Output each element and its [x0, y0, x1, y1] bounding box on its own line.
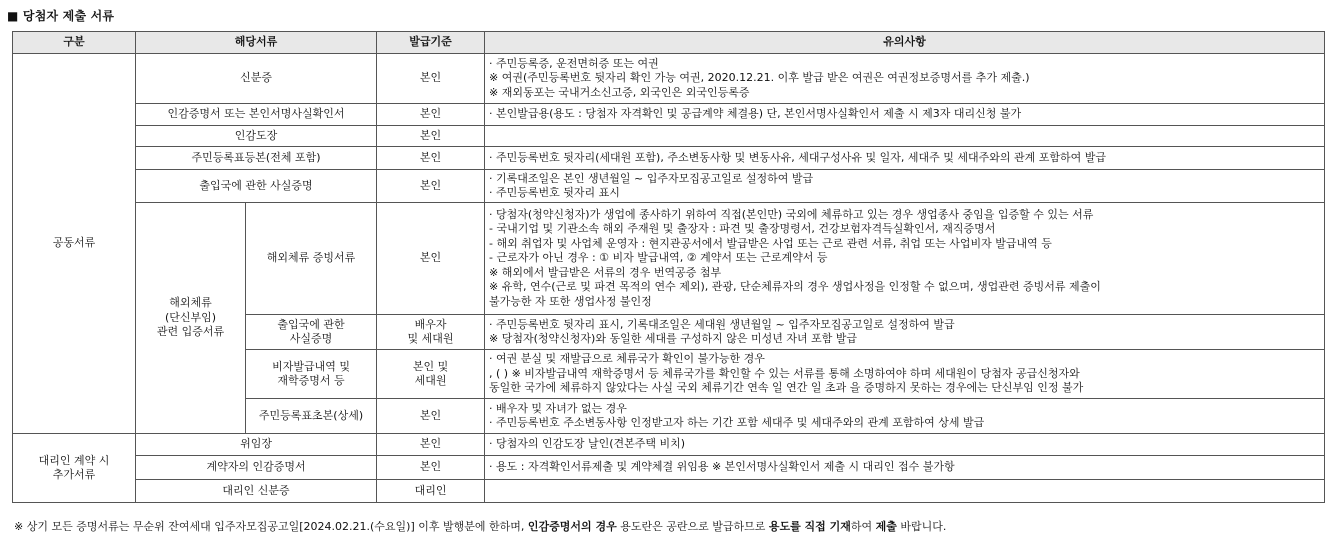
notes-cell	[485, 203, 1325, 315]
issue-cell: 본인	[377, 170, 485, 203]
issue-cell: 본인	[377, 399, 485, 434]
issue-cell: 본인	[377, 104, 485, 126]
table-row	[13, 104, 1325, 126]
notes-cell	[485, 54, 1325, 104]
issue-cell: 본인	[377, 203, 485, 315]
table-row	[13, 203, 1325, 315]
notes-cell	[485, 399, 1325, 434]
doc-cell: 해외체류 증빙서류	[246, 203, 377, 315]
note-line: · 기록대조일은 본인 생년월일 ~ 입주자모집공고일로 설정하여 발급	[489, 171, 814, 185]
issue-cell: 대리인	[377, 480, 485, 503]
note-line: · 여권 분실 및 재발급으로 체류국가 확인이 불가능한 경우	[489, 352, 765, 366]
doc-cell: 신분증	[136, 54, 377, 104]
table-row	[13, 126, 1325, 147]
note-line: · 당첨자(청약신청자)가 생업에 종사하기 위하여 직접(본인만) 국외에 체류하고 있는 경우 생업종사 중임을 입증할 수 있는 서류	[489, 207, 1094, 221]
issue-cell: 배우자 및 세대원	[377, 315, 485, 350]
footer-emphasis: 인감증명서의 경우	[527, 520, 617, 533]
note-line: ※ 당첨자(청약신청자)와 동일한 세대를 구성하지 않은 미성년 자녀 포함 발급	[489, 332, 858, 345]
doc-cell: 인감증명서 또는 본인서명사실확인서	[136, 104, 377, 126]
table-header-row	[13, 32, 1325, 54]
note-line: , ( ) ※ 비자발급내역 재학증명서 등 체류국가를 확인할 수 있는 서류를 통해 소명하여야 하며 세대원이 당첨자 공급신청자와	[489, 366, 1080, 380]
note-line: · 주민등록번호 뒷자리 표시	[489, 186, 620, 199]
note-line: · 배우자 및 자녀가 없는 경우	[489, 401, 627, 415]
note-line: · 당첨자의 인감도장 날인(견본주택 비치)	[489, 437, 686, 451]
group-common: 공동서류	[13, 54, 136, 434]
table-row	[13, 54, 1325, 104]
notes-cell	[485, 170, 1325, 203]
issue-cell: 본인	[377, 456, 485, 480]
table-row	[13, 456, 1325, 480]
note-line: ※ 재외동포는 국내거소신고증, 외국인은 외국인등록증	[489, 85, 750, 99]
footer-note	[14, 518, 946, 534]
doc-cell: 출입국에 관한 사실증명	[246, 315, 377, 350]
footer-emphasis: 제출	[875, 520, 897, 533]
notes-cell	[485, 315, 1325, 350]
issue-cell: 본인 및 세대원	[377, 350, 485, 399]
table-row	[13, 147, 1325, 170]
group-agent: 대리인 계약 시 추가서류	[13, 434, 136, 503]
note-line: - 해외 취업자 및 사업체 운영자 : 현지관공서에서 발급받은 사업 또는 근로 관련 서류, 취업 또는 사업비자 발급내역 등	[489, 236, 1052, 250]
section-title: ■ 당첨자 제출 서류	[7, 9, 115, 23]
note-line: 동일한 국가에 체류하지 않았다는 사실 국외 체류기간 연속 일 연간 일 초과 을 증명하지 못하는 경우에는 단신부임 인정 불가	[489, 381, 1084, 395]
issue-cell: 본인	[377, 147, 485, 170]
table-row	[13, 170, 1325, 203]
submission-documents-table	[12, 31, 1325, 503]
note-line: · 주민등록번호 뒷자리 표시, 기록대조일은 세대원 생년월일 ~ 입주자모집공고일로 설정하여 발급	[489, 317, 955, 331]
header-issue-basis: 발급기준	[377, 32, 485, 54]
footer-text: 하여	[850, 520, 876, 533]
header-notes: 유의사항	[485, 32, 1325, 54]
doc-cell: 주민등록표초본(상세)	[246, 399, 377, 434]
doc-cell: 계약자의 인감증명서	[136, 456, 377, 480]
note-line: ※ 유학, 연수(근로 및 파견 목적의 연수 제외), 관광, 단순체류자의 경우 생업사정을 인정할 수 없으며, 생업관련 증빙서류 제출이	[489, 280, 1101, 294]
footer-emphasis: 용도를 직접 기재	[768, 520, 851, 533]
note-line: · 본인발급용(용도 : 당첨자 자격확인 및 공급계약 체결용) 단, 본인서명사실확인서 제출 시 제3자 대리신청 불가	[489, 107, 1022, 121]
notes-cell	[485, 104, 1325, 126]
table-row	[13, 434, 1325, 456]
doc-cell: 위임장	[136, 434, 377, 456]
doc-cell: 비자발급내역 및 재학증명서 등	[246, 350, 377, 399]
note-line: - 국내기업 및 기관소속 해외 주재원 및 출장자 : 파견 및 출장명령서, 건강보험자격득실확인서, 재직증명서	[489, 222, 996, 236]
doc-cell: 주민등록표등본(전체 포함)	[136, 147, 377, 170]
doc-cell: 출입국에 관한 사실증명	[136, 170, 377, 203]
doc-cell: 인감도장	[136, 126, 377, 147]
notes-cell	[485, 126, 1325, 147]
notes-cell	[485, 456, 1325, 480]
issue-cell: 본인	[377, 434, 485, 456]
notes-cell	[485, 350, 1325, 399]
note-line: · 주민등록번호 주소변동사항 인정받고자 하는 기간 포함 세대주 및 세대주와의 관계 포함하여 상세 발급	[489, 416, 985, 429]
group-overseas: 해외체류 (단신부임) 관련 입증서류	[136, 203, 246, 434]
header-category: 구분	[13, 32, 136, 54]
note-line: · 주민등록번호 뒷자리(세대원 포함), 주소변동사항 및 변동사유, 세대구성사유 및 일자, 세대주 및 세대주와의 관계 포함하여 발급	[489, 150, 1106, 164]
footer-text: ※ 상기 모든 증명서류는 무순위 잔여세대 입주자모집공고일[2024.02.21.(수요일)] 이후 발행분에 한하며,	[14, 520, 528, 533]
note-line: · 주민등록증, 운전면허증 또는 여권	[489, 56, 659, 70]
note-line: 불가능한 자 또한 생업사정 불인정	[489, 294, 652, 308]
notes-cell	[485, 147, 1325, 170]
note-line: ※ 여권(주민등록번호 뒷자리 확인 가능 여권, 2020.12.21. 이후 발급 받은 여권은 여권정보증명서를 추가 제출.)	[489, 71, 1030, 85]
issue-cell: 본인	[377, 54, 485, 104]
table-row	[13, 480, 1325, 503]
footer-text: 바랍니다.	[896, 520, 947, 533]
notes-cell	[485, 480, 1325, 503]
doc-cell: 대리인 신분증	[136, 480, 377, 503]
footer-text: 용도란은 공란으로 발급하므로	[616, 520, 769, 533]
issue-cell: 본인	[377, 126, 485, 147]
header-document: 해당서류	[136, 32, 377, 54]
note-line: - 근로자가 아닌 경우 : ① 비자 발급내역, ② 계약서 또는 근로계약서 등	[489, 251, 828, 265]
note-line: ※ 해외에서 발급받은 서류의 경우 번역공증 첨부	[489, 265, 722, 279]
note-line: · 용도 : 자격확인서류제출 및 계약체결 위임용 ※ 본인서명사실확인서 제출 시 대리인 접수 불가항	[489, 460, 955, 474]
notes-cell	[485, 434, 1325, 456]
